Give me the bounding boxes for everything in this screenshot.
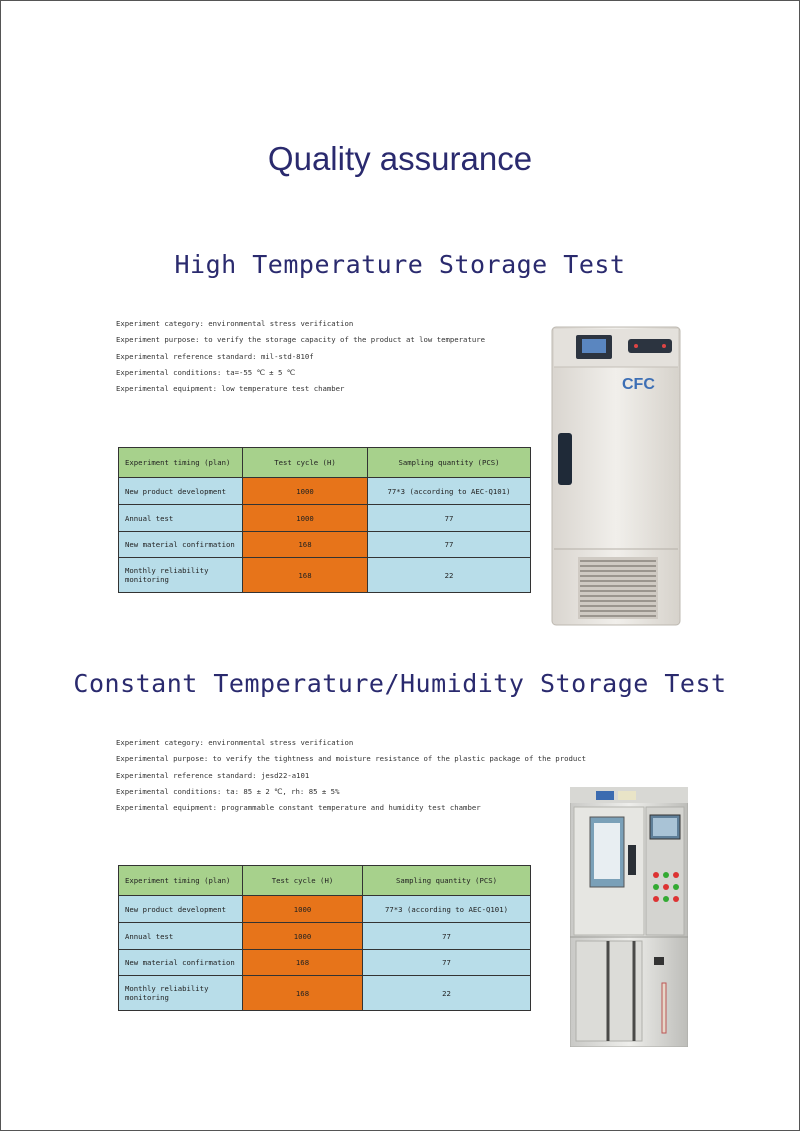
info-equipment: Experimental equipment: programmable constant temperature and humidity test chamber [116, 803, 481, 813]
row-cycle: 168 [243, 558, 368, 593]
table-row [119, 896, 531, 923]
row-cycle: 1000 [243, 896, 363, 923]
info-standard: Experimental reference standard: jesd22-a101 [116, 770, 310, 780]
table-row [119, 950, 531, 976]
row-timing: New material confirmation [119, 532, 243, 558]
header-timing: Experiment timing (plan) [119, 866, 243, 896]
info-category: Experiment category: environmental stress verification [116, 319, 354, 328]
row-cycle: 168 [243, 976, 363, 1011]
header-quantity: Sampling quantity (PCS) [368, 448, 531, 478]
info-standard: Experimental reference standard: mil-std-810f [116, 351, 314, 361]
table-row [119, 976, 531, 1011]
section-title-constant-temperature-humidity: Constant Temperature/Humidity Storage Test [73, 669, 727, 698]
header-cycle: Test cycle (H) [243, 866, 363, 896]
test-plan-table [118, 447, 531, 593]
page-title: Quality assurance [267, 140, 533, 177]
row-timing: Annual test [119, 923, 243, 950]
row-quantity: 77*3 (according to AEC-Q101) [363, 896, 531, 923]
row-quantity: 77 [363, 923, 531, 950]
table-row [119, 532, 531, 558]
row-cycle: 1000 [243, 923, 363, 950]
table-row [119, 558, 531, 593]
info-category: Experiment category: environmental stress verification [116, 738, 354, 747]
row-cycle: 168 [243, 532, 368, 558]
low-temperature-chamber-image [548, 325, 684, 627]
header-quantity: Sampling quantity (PCS) [363, 866, 531, 896]
header-cycle: Test cycle (H) [243, 448, 368, 478]
info-purpose: Experiment purpose: to verify the storage capacity of the product at low temperature [116, 335, 486, 345]
row-quantity: 22 [368, 558, 531, 593]
row-cycle: 168 [243, 950, 363, 976]
row-cycle: 1000 [243, 505, 368, 532]
experiment-info-list [116, 735, 586, 816]
info-equipment: Experimental equipment: low temperature test chamber [116, 384, 345, 394]
row-quantity: 77*3 (according to AEC-Q101) [368, 478, 531, 505]
row-timing: Monthly reliability monitoring [119, 558, 243, 593]
info-purpose: Experimental purpose: to verify the tightness and moisture resistance of the plastic package of the product [116, 754, 587, 764]
info-conditions: Experimental conditions: ta: 85 ± 2 ℃, rh: 85 ± 5% [116, 786, 340, 796]
experiment-info-list [116, 316, 485, 397]
info-conditions: Experimental conditions: ta=-55 ℃ ± 5 ℃ [116, 367, 295, 377]
equipment-logo: CFC [622, 376, 655, 393]
row-cycle: 1000 [243, 478, 368, 505]
row-timing: New product development [119, 478, 243, 505]
humidity-chamber-image [570, 787, 688, 1047]
table-row [119, 923, 531, 950]
row-timing: New product development [119, 896, 243, 923]
section-title-high-temperature: High Temperature Storage Test [174, 250, 626, 279]
row-timing: New material confirmation [119, 950, 243, 976]
table-row [119, 505, 531, 532]
row-quantity: 77 [368, 532, 531, 558]
row-quantity: 77 [368, 505, 531, 532]
row-quantity: 22 [363, 976, 531, 1011]
header-timing: Experiment timing (plan) [119, 448, 243, 478]
row-timing: Monthly reliability monitoring [119, 976, 243, 1011]
row-quantity: 77 [363, 950, 531, 976]
table-row [119, 478, 531, 505]
row-timing: Annual test [119, 505, 243, 532]
test-plan-table [118, 865, 531, 1011]
